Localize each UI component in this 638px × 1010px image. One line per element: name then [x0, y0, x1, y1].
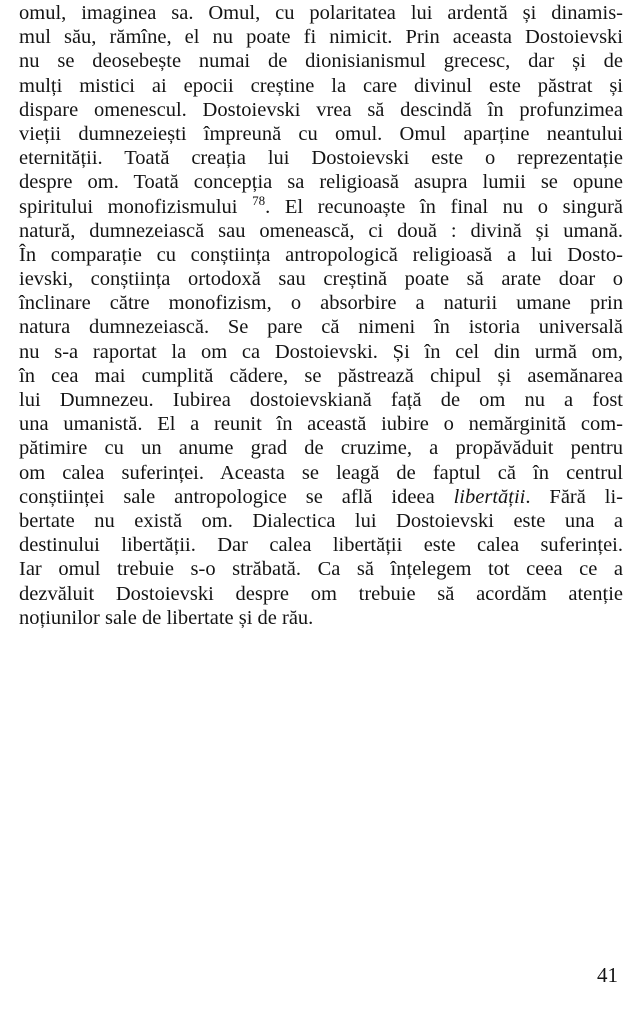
text-line: [19, 412, 623, 436]
text-segment: omul, imaginea sa. Omul, cu polaritatea lui ardentă și dinamis-: [19, 2, 623, 24]
text-segment: destinului libertății. Dar calea libertății este calea suferinței.: [19, 534, 623, 557]
text-line: [19, 170, 623, 194]
text-line: [19, 533, 623, 557]
text-line: [19, 219, 623, 243]
text-segment: dezvăluit Dostoievski despre om trebuie să acordăm atenție: [19, 582, 623, 605]
text-segment: eternității. Toată creația lui Dostoievski este o reprezentație: [19, 147, 623, 170]
body-text: [19, 1, 623, 630]
italic-emphasis: libertății: [453, 485, 526, 508]
text-line: [19, 25, 623, 49]
text-segment: În comparație cu conștiința antropologică religioasă a lui Dosto-: [19, 243, 623, 266]
text-line: [19, 509, 623, 533]
text-line: [19, 146, 623, 170]
text-line: [19, 436, 623, 460]
text-segment: . Fără li-: [525, 485, 623, 508]
text-segment: dispare omenescul. Dostoievski vrea să descindă în profunzimea: [19, 98, 623, 121]
text-segment: despre om. Toată concepția sa religioasă asupra lumii se opune: [19, 171, 623, 194]
text-line: [19, 267, 623, 291]
text-line: [19, 485, 623, 509]
text-line: [19, 98, 623, 122]
text-line: [19, 74, 623, 98]
text-segment: nu se deosebește numai de dionisianismul grecesc, dar și de: [19, 50, 623, 73]
text-line: [19, 192, 623, 219]
text-line: [19, 557, 623, 581]
text-segment: ievski, conștiința ortodoxă sau creștină poate să arate doar o: [19, 268, 623, 291]
text-segment: bertate nu există om. Dialectica lui Dostoievski este una a: [19, 509, 623, 532]
text-segment: natură, dumnezeiască sau omenească, ci două : divină și umană.: [19, 219, 623, 242]
text-line: [19, 243, 623, 267]
text-line: [19, 340, 623, 364]
text-segment: noțiunilor sale de libertate și de rău.: [19, 606, 314, 629]
text-line: [19, 388, 623, 412]
text-segment: în cea mai cumplită cădere, se păstrează chipul și asemănarea: [19, 364, 623, 387]
text-line: [19, 122, 623, 146]
text-segment: spiritului monofizismului: [19, 195, 253, 218]
text-line: [19, 606, 623, 630]
text-line: [19, 291, 623, 315]
text-segment: una umanistă. El a reunit în această iubire o nemărginită com-: [19, 413, 623, 436]
text-segment: Iar omul trebuie s-o străbată. Ca să înțelegem tot ceea ce a: [19, 558, 623, 581]
footnote-marker: 78: [252, 192, 266, 208]
text-line: [19, 315, 623, 339]
text-segment: vieții dumnezeiești împreună cu omul. Omul aparține neantului: [19, 122, 623, 145]
text-segment: pătimire cu un anume grad de cruzime, a propăvăduit pentru: [19, 437, 623, 460]
text-line: [19, 49, 623, 73]
text-segment: lui Dumnezeu. Iubirea dostoievskiană față de om nu a fost: [19, 389, 623, 411]
text-segment: natura dumnezeiască. Se pare că nimeni în istoria universală: [19, 316, 623, 339]
text-line: [19, 461, 623, 485]
text-line: [19, 1, 623, 25]
text-segment: conștiinței sale antropologice se află ideea: [19, 485, 454, 508]
text-segment: mul său, rămîne, el nu poate fi nimicit. Prin aceasta Dostoievski: [19, 26, 623, 49]
text-segment: nu s-a raportat la om ca Dostoievski. Și în cel din urmă om,: [19, 340, 623, 363]
text-line: [19, 364, 623, 388]
text-segment: om calea suferinței. Aceasta se leagă de faptul că în centrul: [19, 461, 623, 484]
page-number: 41: [597, 963, 618, 987]
text-line: [19, 582, 623, 606]
text-segment: înclinare către monofizism, o absorbire a naturii umane prin: [19, 292, 623, 315]
text-segment: mulți mistici ai epocii creștine la care divinul este păstrat și: [19, 74, 623, 97]
text-segment: . El recunoaște în final nu o singură: [265, 195, 623, 218]
